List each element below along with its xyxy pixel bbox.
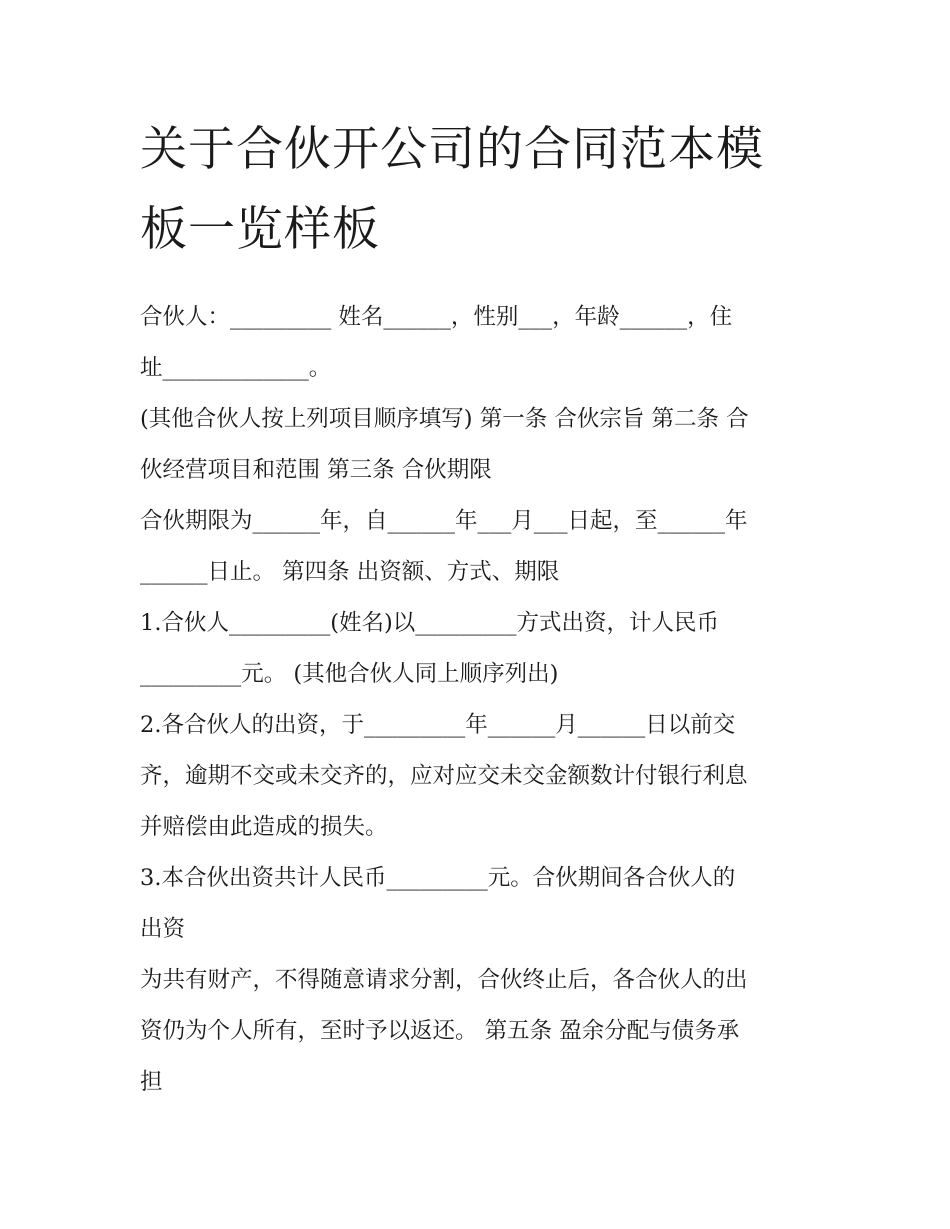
body-line: 3.本合伙出资共计人民币_________元。合伙期间各合伙人的 xyxy=(140,865,736,891)
title-line-2: 板一览样板 xyxy=(140,202,380,257)
body-line: 出资 xyxy=(140,916,186,942)
document-title xyxy=(140,110,820,270)
body-line: 齐，逾期不交或未交齐的，应对应交未交金额数计付银行利息 xyxy=(140,763,748,789)
body-line: _________元。 (其他合伙人同上顺序列出) xyxy=(140,661,559,687)
body-line: 2.各合伙人的出资，于_________年______月______日以前交 xyxy=(140,712,736,738)
body-line: 担 xyxy=(140,1069,163,1095)
body-line: 合伙人：_________ 姓名______，性别___，年龄______，住 xyxy=(140,304,733,330)
body-line: 为共有财产，不得随意请求分割，合伙终止后，各合伙人的出 xyxy=(140,967,748,993)
body-line: 1.合伙人_________(姓名)以_________方式出资，计人民币 xyxy=(140,610,720,636)
body-line: 并赔偿由此造成的损失。 xyxy=(140,814,388,840)
document-body xyxy=(140,292,820,1108)
body-line: 伙经营项目和范围 第三条 合伙期限 xyxy=(140,457,492,483)
document-page xyxy=(140,110,820,1108)
body-line: (其他合伙人按上列项目顺序填写) 第一条 合伙宗旨 第二条 合 xyxy=(140,406,749,432)
body-line: 址_____________。 xyxy=(140,355,332,381)
body-line: 资仍为个人所有，至时予以返还。 第五条 盈余分配与债务承 xyxy=(140,1018,740,1044)
title-line-1: 关于合伙开公司的合同范本模 xyxy=(140,122,764,177)
body-line: ______日止。 第四条 出资额、方式、期限 xyxy=(140,559,560,585)
body-line: 合伙期限为______年，自______年___月___日起，至______年 xyxy=(140,508,748,534)
